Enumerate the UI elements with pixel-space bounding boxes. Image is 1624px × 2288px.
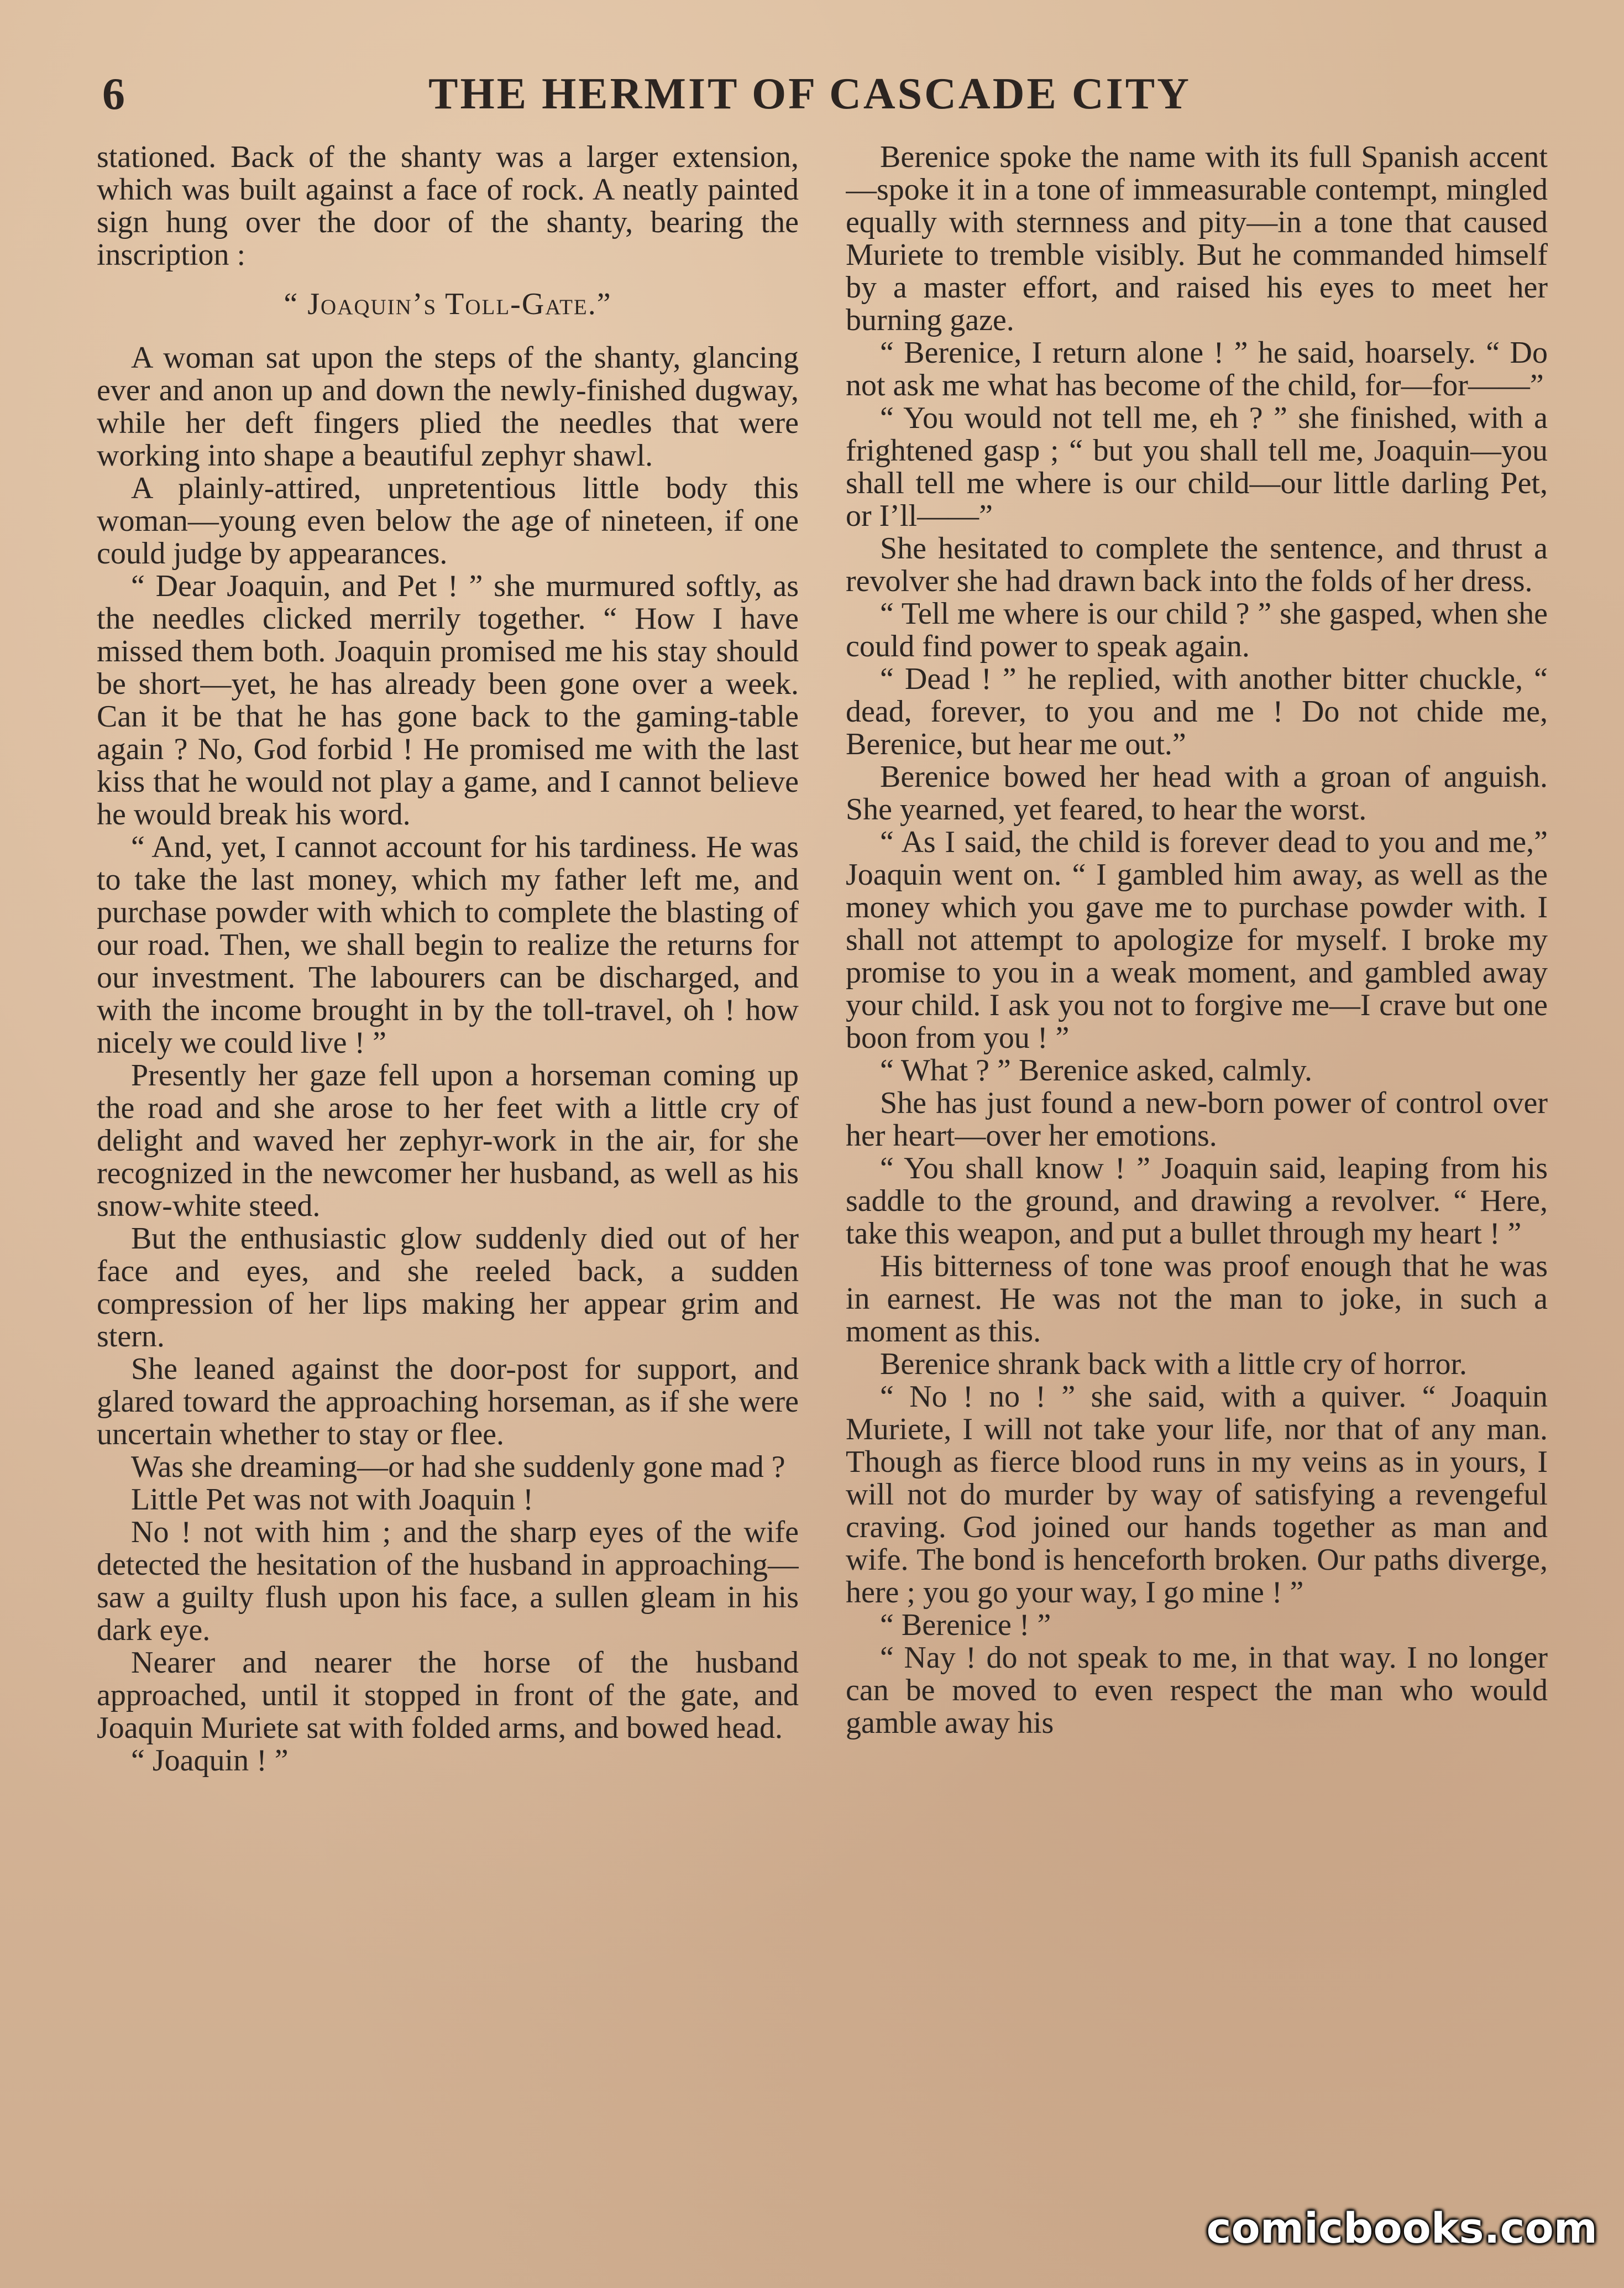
paragraph: “ What ? ” Berenice asked, calmly. [880,1053,1313,1088]
paragraph: But the enthusiastic glow suddenly died out of her face and eyes, and she reeled back, a sudden compression of her lips making her appear grim and stern. [97,1221,799,1354]
text-column-left [97,141,799,2203]
paragraph: “ Dead ! ” he replied, with another bitter chuckle, “ dead, forever, to you and me ! Do not chide me, Berenice, but hear me out.” [846,662,1548,761]
paragraph: “ You would not tell me, eh ? ” she finished, with a frightened gasp ; “ but you shall tell me, Joaquin—you shall tell me where is our child—our little darling Pet, or I’ll——” [846,401,1548,533]
paragraph: “ Dear Joaquin, and Pet ! ” she murmured softly, as the needles clicked merrily together. “ How I have missed them both. Joaquin promised me his stay should be short—yet, he has already been gone over a week. Can it be that he has gone back to the gaming-table again ? No, God forbid ! He promised me with the last kiss that he would not play a game, and I cannot believe he would break his word. [97,569,799,832]
paragraph: “ Berenice ! ” [880,1608,1051,1642]
paragraph: “ Tell me where is our child ? ” she gasped, when she could find power to speak again. [846,597,1548,664]
paragraph: Little Pet was not with Joaquin ! [131,1482,533,1517]
paragraph: “ As I said, the child is forever dead to you and me,” Joaquin went on. “ I gambled him away, as well as the money which you gave me to purchase powder with. I shall not attempt to apologize for myself. I broke my promise to you in a weak moment, and gambled away your child. I ask you not to forgive me—I crave but one boon from you ! ” [846,825,1548,1055]
page-header [102,61,1517,138]
paragraph: stationed. Back of the shanty was a larger extension, which was built against a face of rock. A neatly painted sign hung over the door of the shanty, bearing the inscription : [97,141,799,272]
paragraph: “ Joaquin ! ” [131,1743,289,1778]
paragraph: “ Joaquin’s Toll-Gate.” [284,287,612,321]
paragraph: Presently her gaze fell upon a horseman coming up the road and she arose to her feet with a little cry of delight and waved her zephyr-work in the air, for she recognized in the newcomer her husband, as well as his snow-white steed. [97,1058,799,1223]
running-title: THE HERMIT OF CASCADE CITY [428,70,1191,118]
watermark: comicbooks.com [1206,2203,1597,2253]
page-number: 6 [102,69,125,119]
paragraph: She leaned against the door-post for support, and glared toward the approaching horseman, as if she were uncertain whether to stay or flee. [97,1352,799,1451]
paragraph: “ And, yet, I cannot account for his tardiness. He was to take the last money, which my father left me, and purchase powder with which to complete the blasting of our road. Then, we shall begin to realize the returns for our investment. The labourers can be discharged, and with the income brought in by the toll-travel, oh ! how nicely we could live ! ” [97,830,799,1060]
paragraph: She hesitated to complete the sentence, and thrust a revolver she had drawn back into the folds of her dress. [846,531,1548,598]
paragraph: Berenice spoke the name with its full Spanish accent—spoke it in a tone of immeasurable contempt, mingled equally with sternness and pity—in a tone that caused Muriete to tremble visibly. But he commanded himself by a master effort, and raised his eyes to meet her burning gaze. [846,141,1548,337]
paragraph: No ! not with him ; and the sharp eyes of the wife detected the hesitation of the husband in approaching—saw a guilty flush upon his face, a sullen gleam in his dark eye. [97,1515,799,1647]
paragraph: Nearer and nearer the horse of the husband approached, until it stopped in front of the gate, and Joaquin Muriete sat with folded arms, and bowed head. [97,1646,799,1745]
paragraph: A plainly-attired, unpretentious little body this woman—young even below the age of nineteen, if one could judge by appearances. [97,471,799,571]
paragraph: Berenice shrank back with a little cry of horror. [880,1347,1468,1381]
paragraph: A woman sat upon the steps of the shanty, glancing ever and anon up and down the newly-finished dugway, while her deft fingers plied the needles that were working into shape a beautiful zephyr shawl. [97,341,799,473]
paragraph: His bitterness of tone was proof enough that he was in earnest. He was not the man to joke, in such a moment as this. [846,1249,1548,1349]
paragraph: “ You shall know ! ” Joaquin said, leaping from his saddle to the ground, and drawing a revolver. “ Here, take this weapon, and put a bullet through my heart ! ” [846,1151,1548,1251]
paragraph: “ Berenice, I return alone ! ” he said, hoarsely. “ Do not ask me what has become of the child, for—for——” [846,336,1548,403]
paragraph: Berenice bowed her head with a groan of anguish. She yearned, yet feared, to hear the worst. [846,760,1548,827]
paragraph: She has just found a new-born power of control over her heart—over her emotions. [846,1086,1548,1153]
text-column-right [846,141,1548,2203]
paragraph: “ Nay ! do not speak to me, in that way. I no longer can be moved to even respect the man who would gamble away his [846,1641,1548,1740]
paragraph: “ No ! no ! ” she said, with a quiver. “ Joaquin Muriete, I will not take your life, nor that of any man. Though as fierce blood runs in my veins as in yours, I will not do murder by way of satisfying a revengeful craving. God joined our hands together as man and wife. The bond is henceforth broken. Our paths diverge, here ; you go your way, I go mine ! ” [846,1380,1548,1610]
paragraph: Was she dreaming—or had she suddenly gone mad ? [131,1450,785,1484]
